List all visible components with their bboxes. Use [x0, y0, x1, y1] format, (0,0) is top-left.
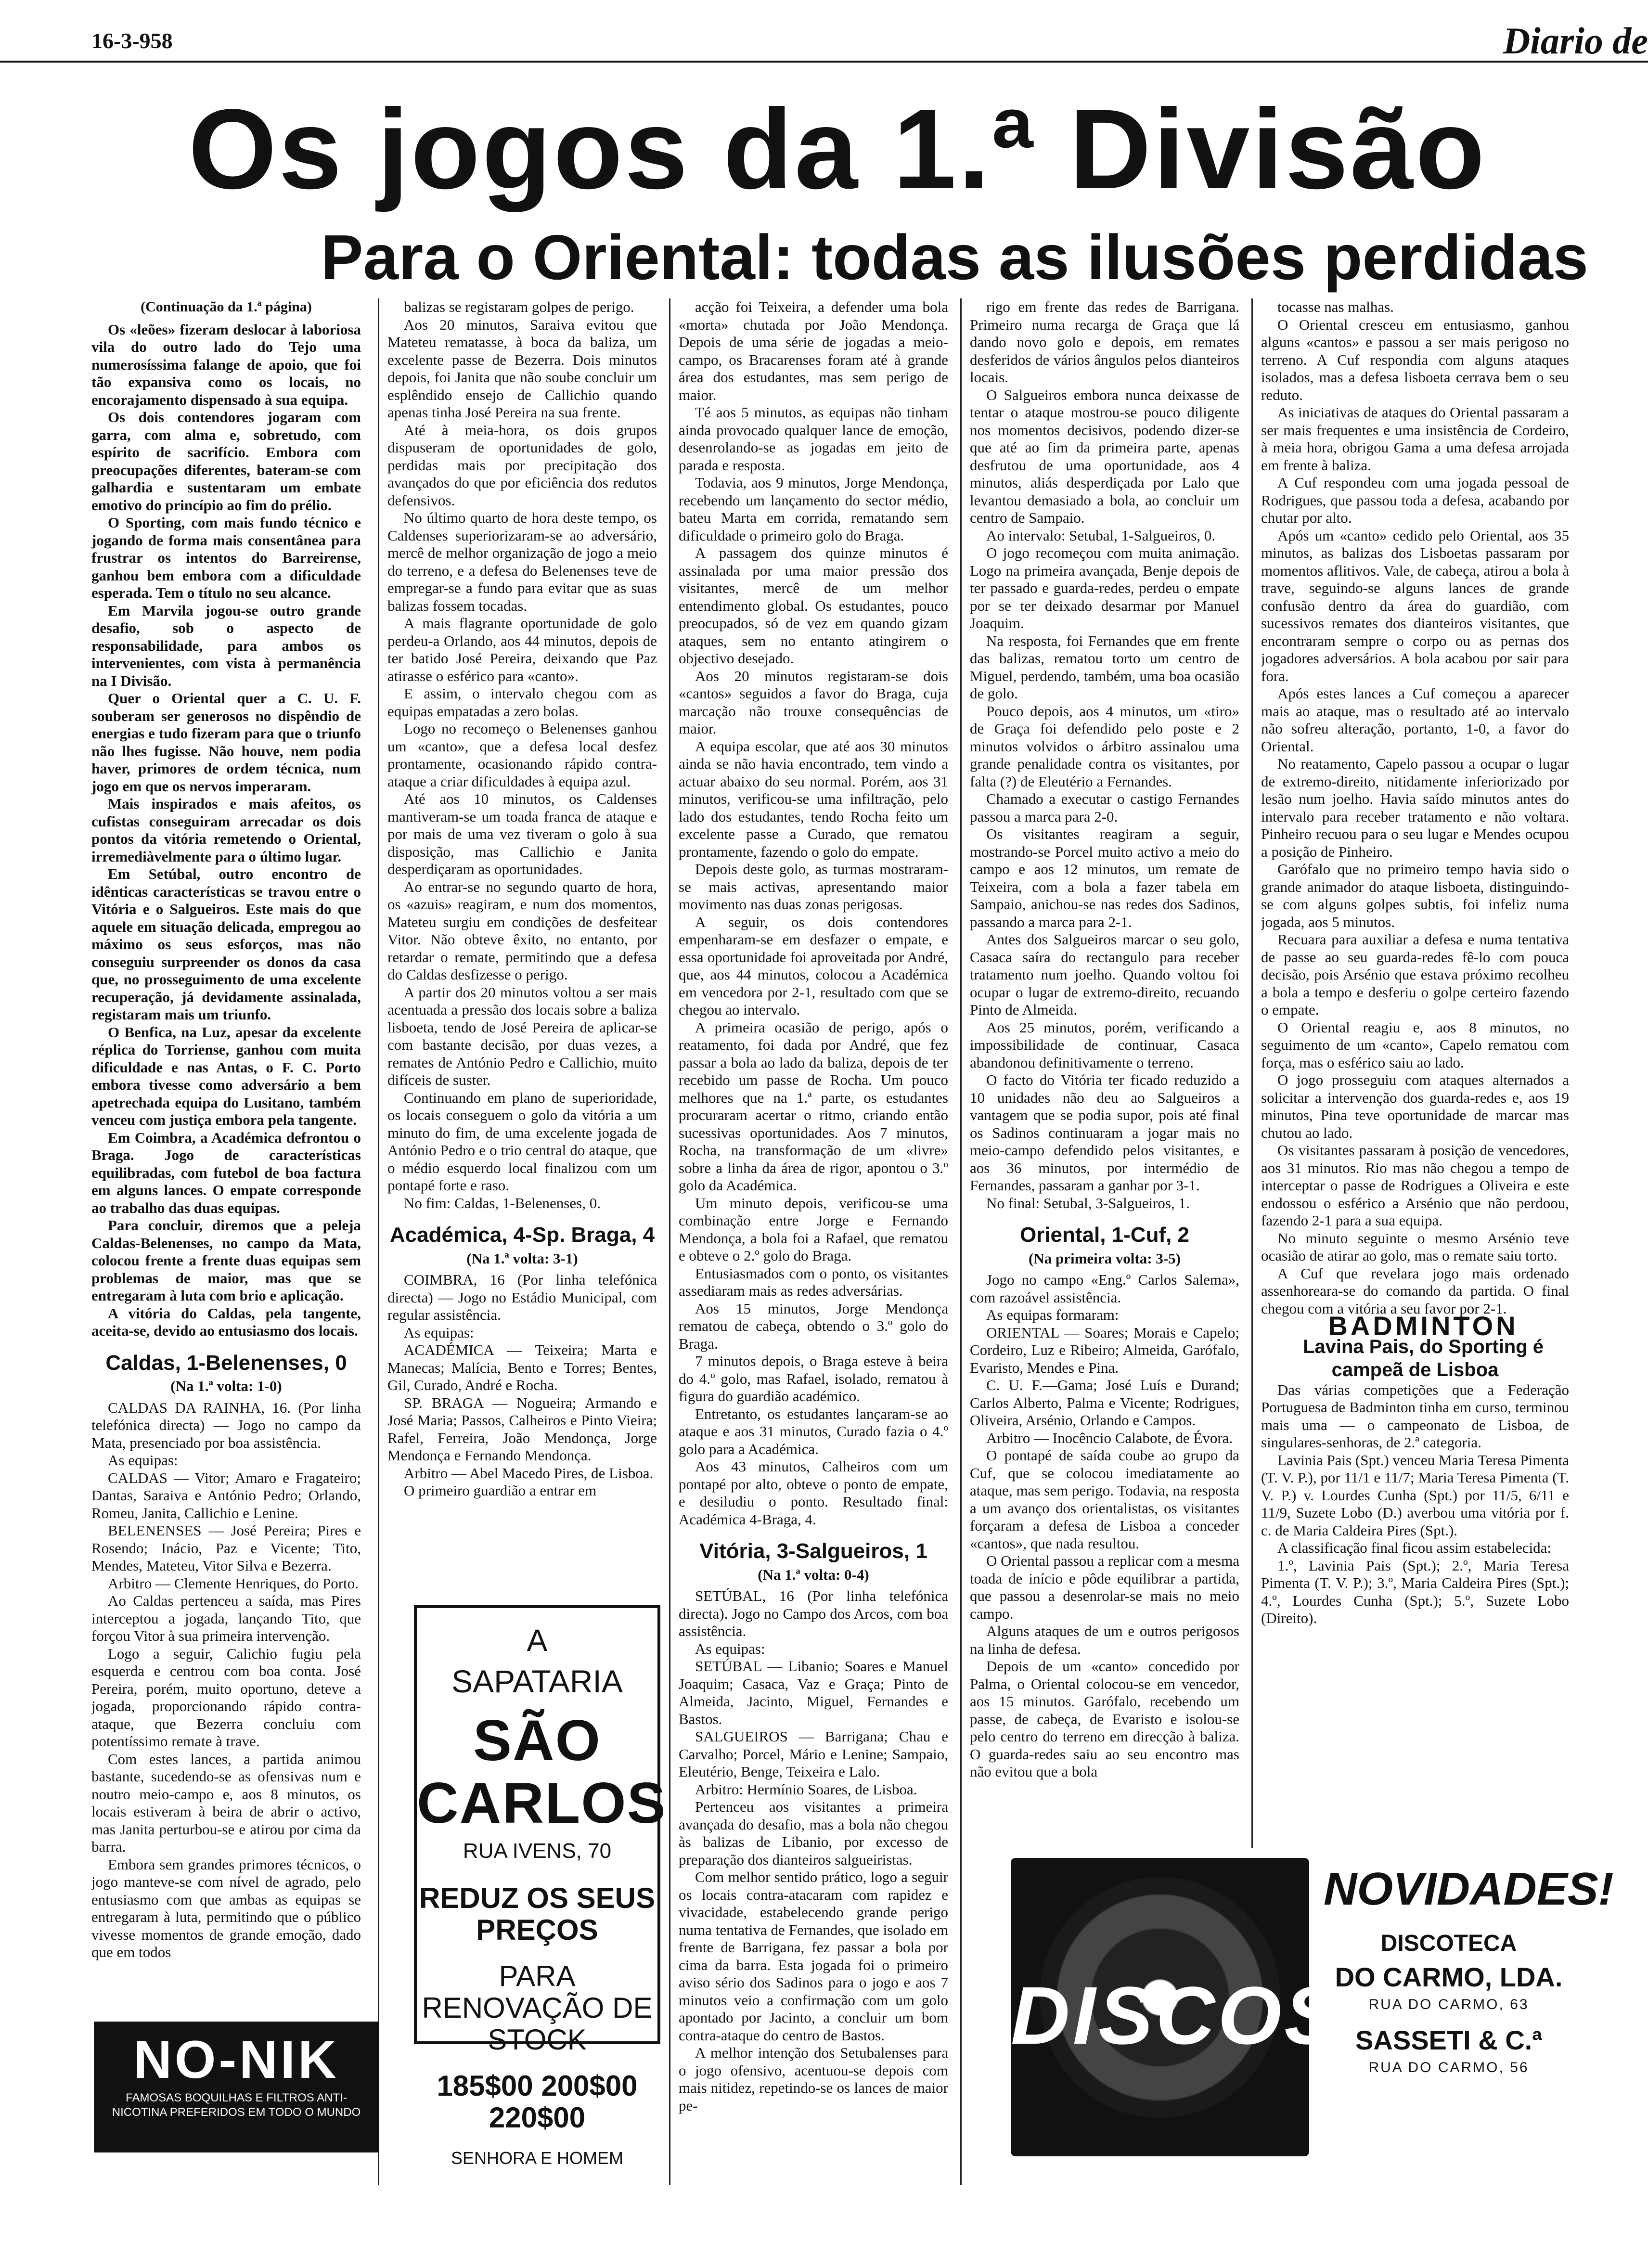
paragraph: O Benfica, na Luz, apesar da excelente réplica do Torriense, ganhou com muita dificuldade e nas Antas, o F. C. Porto embora tivesse como adversário a bem apetrechada equipa do Lusitano, também venceu com justiça embora pela tangente. — [91, 1023, 361, 1128]
paragraph: Embora sem grandes primores técnicos, o jogo manteve-se com nível de agrado, pelo entusiasmo com que ambas as equipas se entregaram à luta, permitindo que o público vivesse momentos de grande emoção, dado que em todos — [91, 1856, 361, 1960]
paragraph: Com melhor sentido prático, logo a seguir os locais contra-atacaram com rapidez e vivacidade, estabelecendo grande perigo numa tentativa de Fernandes, que isolado em frente de Barrigana, fez passar a bola por cima da barra. Esta jogada foi o primeiro aviso sério dos Sadinos para o jogo e aos 7 minutos veio a confirmação com um golo apontado por Jacinto, a concluir um bom contra-ataque do centro de Bastos. — [679, 1869, 948, 2044]
paragraph: Com estes lances, a partida animou bastante, sucedendo-se as ofensivas num e noutro meio-campo e, aos 8 minutos, os locais estiveram à beira de abrir o activo, mas Janita perturbou-se e atirou por cima da barra. — [91, 1750, 361, 1855]
page-subheadline: Para o Oriental: todas as ilusões perdidas — [321, 222, 1588, 293]
paragraph: Logo a seguir, Calichio fugiu pela esquerda e centrou com boa conta. José Pereira, porém, muito oportuno, deteve a jogada, proporcionando rápido contra-ataque, que Bezerra concluiu com potentíssimo remate à trave. — [91, 1645, 361, 1750]
badminton-title: BADMINTON — [1328, 1311, 1519, 1341]
paragraph: SALGUEIROS — Barrigana; Chau e Carvalho; Porcel, Mário e Lenine; Sampaio, Eleutério, Benge, Teixeira e Lalo. — [679, 1728, 948, 1780]
paragraph: Aos 25 minutos, porém, verificando a impossibilidade de continuar, Casaca abandonou definitivamente o terreno. — [970, 1018, 1239, 1071]
paragraph: A mais flagrante oportunidade de golo perdeu-a Orlando, aos 44 minutos, depois de ter batido José Pereira, deixando que Paz atirasse o esférico para «canto». — [387, 615, 657, 684]
ad-address: RUA DO CARMO, 63 — [1368, 1997, 1529, 2012]
paragraph: O Oriental cresceu em entusiasmo, ganhou alguns «cantos» e passou a ser mais perigoso no terreno. A Cuf respondia com alguns ataques isolados, mas a defesa lisboeta cerrava bem o seu reduto. — [1261, 316, 1569, 403]
paragraph: Antes dos Salgueiros marcar o seu golo, Casaca saíra do rectangulo para receber tratamento num joelho. Quando voltou foi ocupar o lugar de extremo-direito, recuando Pinto de Almeida. — [970, 931, 1239, 1018]
match-title: Oriental, 1-Cuf, 2 — [1019, 1223, 1190, 1247]
paragraph: No reatamento, Capelo passou a ocupar o lugar de extremo-direito, nitidamente inferiorizado por lesão num joelho. Havia saído minutos antes do intervalo para receber tratamento e não voltara. Pinheiro recuou para o seu lugar e Mendes ocupou a posição de Pinheiro. — [1261, 755, 1569, 860]
ad-shop-name: SÃO CARLOS — [417, 1708, 667, 1835]
paragraph: 1.º, Lavinia Pais (Spt.); 2.º, Maria Teresa Pimenta (T. V. P.); 3.º, Maria Caldeira Pires (Spt.); 4.º, Lourdes Cunha (Spt.); 5.º, Suzete Lobo (Direito). — [1261, 1557, 1569, 1626]
paragraph: Depois de um «canto» concedido por Palma, o Oriental colocou-se em vencedor, aos 15 minutos. Garófalo, recebendo um passe, de cabeça, de Evaristo e isolou-se pelo centro do terreno em direcção à baliza. O guarda-redes saiu ao seu encontro mas não evitou que a bola — [970, 1658, 1239, 1780]
masthead: Diario de — [1503, 20, 1648, 62]
column-divider — [378, 298, 379, 2185]
paragraph: Em Setúbal, outro encontro de idênticas características se travou entre o Vitória e o Salgueiros. Este mais do que aquele em situação delicada, empregou ao máximo os seus esforços, mas não conseguiu surpreender os donos da casa que, no prosseguimento de uma excelente recuperação, já devidamente assinalada, registaram mais um triunfo. — [91, 865, 361, 1023]
continuation-note: (Continuação da 1.ª página) — [141, 299, 312, 315]
page-headline: Os jogos da 1.ª Divisão — [188, 86, 1487, 213]
paragraph: No minuto seguinte o mesmo Arsénio teve ocasião de atirar ao golo, mas o remate saiu torto. — [1261, 1229, 1569, 1264]
issue-date: 16-3-958 — [91, 28, 173, 53]
paragraph: Até à meia-hora, os dois grupos dispuseram de oportunidades de golo, perdidas mais por precipitação dos avançados do que por eficiência dos redutos defensivos. — [387, 421, 657, 509]
paragraph: Após um «canto» cedido pelo Oriental, aos 35 minutos, as balizas dos Lisboetas passaram por momentos aflitivos. Vale, de cabeça, atirou a bola à trave, seguindo-se alguns lances de grande confusão dentro da área do guardião, com sucessivos remates dos dianteiros visitantes, que encontraram sempre o corpo ou as pernas dos jogadores adversários. A bola acabou por sair para fora. — [1261, 527, 1569, 684]
paragraph: Aos 43 minutos, Calheiros com um pontapé por alto, obteve o ponto de empate, e desiludiu o ponto. Resultado final: Académica 4-Braga, 4. — [679, 1458, 948, 1528]
paragraph: Para concluir, diremos que a peleja Caldas-Belenenses, no campo da Mata, colocou frente a frente duas equipas sem problemas de maior, mas que se entregaram à luta com brio e aplicação. — [91, 1217, 361, 1304]
paragraph: Arbitro: Hermínio Soares, de Lisboa. — [695, 1780, 917, 1798]
paragraph: Aos 20 minutos, Saraiva evitou que Mateteu rematasse, à boca da baliza, um excelente passe de Bezerra. Dois minutos depois, foi Janita que não soube concluir um esplêndido ensejo de Callichio quando apenas tinha José Pereira na sua frente. — [387, 316, 657, 421]
paragraph: Logo no recomeço o Belenenses ganhou um «canto», que a defesa local desfez prontamente, ocasionando rápido contra-ataque a criar dificuldades à equipa azul. — [387, 720, 657, 790]
column-1 — [91, 298, 361, 2012]
ad-headline: NOVIDADES! — [1324, 1863, 1614, 1915]
paragraph: COIMBRA, 16 (Por linha telefónica directa) — Jogo no Estádio Municipal, com regular assistência. — [387, 1271, 657, 1323]
paragraph: Chamado a executar o castigo Fernandes passou a marca para 2-0. — [970, 790, 1239, 825]
match-title: Vitória, 3-Salgueiros, 1 — [699, 1539, 927, 1563]
paragraph: SP. BRAGA — Nogueira; Armando e José Maria; Passos, Calheiros e Pinto Vieira; Rafel, Ferreira, João Mendonça, Jorge Mendonça e Fernando Mendonça. — [387, 1394, 657, 1464]
match-first-leg: (Na primeira volta: 3-5) — [1029, 1250, 1181, 1267]
paragraph: Os «leões» fizeram deslocar à laboriosa vila do outro lado do Tejo uma numerosíssima falange de apoio, que foi tão expansiva como os locais, no encorajamento dispensado à sua equipa. — [91, 321, 361, 408]
ad-promo: PARA RENOVAÇÃO DE STOCK — [422, 1960, 653, 2056]
paragraph: Em Marvila jogou-se outro grande desafio, sob o aspecto de responsabilidade, para ambos os intervenientes, com vista à permanência na I Divisão. — [91, 602, 361, 689]
paragraph: A passagem dos quinze minutos é assinalada por uma maior pressão dos visitantes, mercê de um melhor entendimento global. Os estudantes, pouco preocupados, só de vez em quando gizam ataques, sem no entanto atingirem o objectivo desejado. — [679, 544, 948, 667]
paragraph: acção foi Teixeira, a defender uma bola «morta» chutada por João Mendonça. Depois de uma série de jogadas a meio-campo, os Bracarenses foram até à grande área dos estudantes, mas sem perigo de maior. — [679, 298, 948, 403]
paragraph: SETÚBAL, 16 (Por linha telefónica directa). Jogo no Campo dos Arcos, com boa assistência. — [679, 1587, 948, 1639]
paragraph: Mais inspirados e mais afeitos, os cufistas conseguiram arrecadar os dois pontos da vitória remetendo o Oriental, irremediàvelmente para o último lugar. — [91, 795, 361, 865]
paragraph: Entusiasmados com o ponto, os visitantes assediaram mais as redes adversárias. — [679, 1264, 948, 1299]
column-divider — [669, 298, 670, 2185]
paragraph: C. U. F.—Gama; José Luís e Durand; Carlos Alberto, Palma e Vicente; Rodrigues, Oliveira, Arsénio, Orlando e Campos. — [970, 1377, 1239, 1429]
paragraph: Os dois contendores jogaram com garra, com alma e, sobretudo, com espírito de sacrifício. Embora com preocupações diferentes, bateram-se com galhardia e sustentaram um embate emotivo do princípio ao fim do prélio. — [91, 409, 361, 514]
paragraph: A primeira ocasião de perigo, após o reatamento, foi dada por André, que fez passar a bola ao lado da baliza, depois de ter recebido um passe de Rocha. Um pouco melhores que na 1.ª parte, os estudantes procuraram acertar o ritmo, criando então sucessivas oportunidades. Aos 7 minutos, Rocha, na transformação de um «livre» sobre a linha da área de rigor, apontou o 3.º golo da Académica. — [679, 1018, 948, 1194]
paragraph: CALDAS — Vitor; Amaro e Fragateiro; Dantas, Saraiva e António Pedro; Orlando, Romeu, Janita, Callichio e Lenine. — [91, 1469, 361, 1521]
paragraph: As equipas: — [108, 1452, 178, 1469]
paragraph: A seguir, os dois contendores empenharam-se em desfazer o empate, e essa oportunidade foi aproveitada por André, que, aos 44 minutos, colocou a Académica em vencedora por 2-1, resultado com que se chegou ao intervalo. — [679, 913, 948, 1018]
paragraph: rigo em frente das redes de Barrigana. Primeiro numa recarga de Graça que lá dando novo golo e depois, em remates desferidos de vários ângulos pelos dianteiros locais. — [970, 298, 1239, 386]
match-title: Caldas, 1-Belenenses, 0 — [105, 1351, 347, 1375]
paragraph: Arbitro — Abel Macedo Pires, de Lisboa. — [404, 1464, 654, 1482]
paragraph: ACADÉMICA — Teixeira; Marta e Manecas; Malícia, Bento e Torres; Bentes, Gil, Curado, André e Rocha. — [387, 1341, 657, 1393]
badminton-subtitle: Lavina Pais, do Sporting é campeã de Lisboa — [1302, 1336, 1544, 1380]
paragraph: A partir dos 20 minutos voltou a ser mais acentuada a pressão dos locais sobre a baliza lisboeta, tendo de José Pereira de aplicar-se com bastante decisão, por duas vezes, a remates de António Pedro e Callichio, muito difíceis de suster. — [387, 983, 657, 1088]
paragraph: E assim, o intervalo chegou com as equipas empatadas a zero bolas. — [387, 685, 657, 720]
paragraph: O jogo recomeçou com muita animação. Logo na primeira avançada, Benje depois de ter passado e guarda-redes, perdeu o empate por se ter deixado desarmar por Manuel Joaquim. — [970, 544, 1239, 631]
paragraph: Em Coimbra, a Académica defrontou o Braga. Jogo de características equilibradas, com futebol de boa factura em alguns lances. O empate corresponde ao trabalho das duas equipas. — [91, 1129, 361, 1216]
paragraph: Recuara para auxiliar a defesa e numa tentativa de passe ao seu guarda-redes fê-lo com pouca decisão, pois Arsénio que estava próximo recolheu a bola a tempo e desferiu o golpe certeiro fazendo o empate. — [1261, 931, 1569, 1018]
paragraph: Lavinia Pais (Spt.) venceu Maria Teresa Pimenta (T. V. P.), por 11/1 e 11/7; Maria Teresa Pimenta (T. V. P.) v. Lourdes Cunha (Spt.) por 11/5, 6/11 e 11/9, Suzete Lobo (D.) averbou uma vitória por f. c. de Maria Caldeira Pires (Spt.). — [1261, 1451, 1569, 1539]
ad-address: RUA IVENS, 70 — [463, 1839, 612, 1863]
paragraph: tocasse nas malhas. — [1277, 298, 1394, 315]
discos-ad — [1011, 1858, 1614, 2166]
discos-ad-text — [1324, 1863, 1614, 2076]
match-first-leg: (Na 1.ª volta: 1-0) — [170, 1378, 282, 1394]
ad-prices: 185$00 200$00 220$00 — [437, 2070, 638, 2134]
paragraph: O Salgueiros embora nunca deixasse de tentar o ataque mostrou-se pouco diligente nos momentos decisivos, podendo dizer-se que até ao fim da primeira parte, apenas desfrutou de uma oportunidade, aos 4 minutos, aliás desperdiçada por Lalo que levantou demasiado a bola, ao concluir um centro de Sampaio. — [970, 386, 1239, 526]
paragraph: Té aos 5 minutos, as equipas não tinham ainda provocado qualquer lance de emoção, desenrolando-se as jogadas em jeito de parada e resposta. — [679, 404, 948, 474]
paragraph: O primeiro guardião a entrar em — [404, 1482, 597, 1499]
ad-tagline: FAMOSAS BOQUILHAS E FILTROS ANTI-NICOTINA PREFERIDOS EM TODO O MUNDO — [112, 2091, 361, 2119]
paragraph: A melhor intenção dos Setubalenses para o jogo ofensivo, acentuou-se depois com mais nitidez, repetindo-se os lances de maior pe- — [679, 2044, 948, 2114]
paragraph: Jogo no campo «Eng.º Carlos Salema», com razoável assistência. — [970, 1271, 1239, 1306]
paragraph: Na resposta, foi Fernandes que em frente das balizas, rematou torto um centro de Miguel, perdendo, também, uma boa ocasião de golo. — [970, 632, 1239, 702]
ad-line: SAPATARIA — [451, 1663, 623, 1699]
paragraph: As equipas: — [695, 1640, 765, 1657]
paragraph: As equipas formaram: — [986, 1306, 1119, 1323]
paragraph: 7 minutos depois, o Braga esteve à beira do 4.º golo, mas Rafael, isolado, rematou à figura do guardião académico. — [679, 1353, 948, 1405]
match-title: Académica, 4-Sp. Braga, 4 — [389, 1223, 655, 1247]
paragraph: O pontapé de saída coube ao grupo da Cuf, que se colocou imediatamente ao ataque, mas sem perigo. Todavia, na resposta a um avanço dos orientalistas, os visitantes forçaram a defesa de Lisboa a conceder «cantos», que nada resultou. — [970, 1447, 1239, 1552]
match-first-leg: (Na 1.ª volta: 3-1) — [466, 1250, 578, 1267]
paragraph: Todavia, aos 9 minutos, Jorge Mendonça, recebendo um lançamento do sector médio, bateu Marta em corrida, rematando sem dificuldade o primeiro golo do Braga. — [679, 474, 948, 544]
column-2 — [387, 298, 657, 1593]
paragraph: No final: Setubal, 3-Salgueiros, 1. — [986, 1194, 1190, 1211]
record-illustration — [1011, 1858, 1342, 2156]
paragraph: A classificação final ficou assim estabelecida: — [1277, 1539, 1551, 1556]
paragraph: As iniciativas de ataques do Oriental passaram a ser mais frequentes e uma insistência de Cordeiro, à meia hora, obrigou Gama a uma defesa arrojada em frente à baliza. — [1261, 404, 1569, 474]
column-3 — [679, 298, 948, 2171]
paragraph: Das várias competições que a Federação Portuguesa de Badminton tinha em curso, terminou mais uma — o campeonato de Lisboa, de singulares-senhoras, de 2.ª categoria. — [1261, 1381, 1569, 1451]
paragraph: Aos 15 minutos, Jorge Mendonça rematou de cabeça, obtendo o 3.º golo do Braga. — [679, 1300, 948, 1352]
paragraph: Um minuto depois, verificou-se uma combinação entre Jorge e Fernando Mendonça, a bola foi a Rafael, que rematou e obteve o 2.º golo do Braga. — [679, 1194, 948, 1264]
header-rule — [0, 61, 1648, 63]
paragraph: Continuando em plano de superioridade, os locais conseguem o golo da vitória a um minuto do fim, de uma excelente jogada de António Pedro e o trio central do ataque, que o médio esquerdo local finalizou com um pontapé forte e raso. — [387, 1089, 657, 1194]
paragraph: CALDAS DA RAINHA, 16. (Por linha telefónica directa) — Jogo no campo da Mata, presenciado por boa assistência. — [91, 1399, 361, 1451]
ad-address: RUA DO CARMO, 56 — [1368, 2060, 1529, 2075]
paragraph: No último quarto de hora deste tempo, os Caldenses superiorizaram-se ao adversário, mercê de melhor organização de jogo a meio do terreno, e a defesa do Belenenses teve de empregar-se a fundo para evitar que as suas balizas fossem tocadas. — [387, 509, 657, 614]
paragraph: Pouco depois, aos 4 minutos, um «tiro» de Graça foi defendido pelo poste e 2 minutos volvidos o árbitro assinalou uma grande penalidade contra os visitantes, por falta (?) de Eleutério a Fernandes. — [970, 702, 1239, 790]
paragraph: Após estes lances a Cuf começou a aparecer mais ao ataque, mas o resultado até ao intervalo não sofreu alteração, portanto, 1-0, a favor do Oriental. — [1261, 685, 1569, 755]
ad-promo: REDUZ OS SEUS PREÇOS — [419, 1882, 656, 1946]
paragraph: A vitória do Caldas, pela tangente, aceita-se, devido ao entusiasmo dos locais. — [91, 1304, 361, 1339]
paragraph: O Oriental reagiu e, aos 8 minutos, no seguimento de um «canto», Capelo rematou com força, mas o esférico saiu ao lado. — [1261, 1018, 1569, 1071]
paragraph: Os visitantes passaram à posição de vencedores, aos 31 minutos. Rio mas não chegou a tempo de interceptar o passe de Rodrigues a Oliveira e este endossou o esférico a Arsénio que não perdoou, fazendo 2-1 para a sua equipa. — [1261, 1142, 1569, 1229]
ad-company: DO CARMO, LDA. — [1335, 1962, 1563, 1992]
paragraph: Ao intervalo: Setubal, 1-Salgueiros, 0. — [986, 527, 1216, 544]
ad-brand: NO-NIK — [133, 2030, 339, 2089]
sapataria-sao-carlos-ad — [414, 1605, 667, 2168]
paragraph: O Oriental passou a replicar com a mesma toada de início e pôde equilibrar a partida, que passou a desenrolar-se mais no meio campo. — [970, 1552, 1239, 1622]
column-divider — [1251, 298, 1253, 1848]
ad-line: A — [527, 1623, 548, 1658]
paragraph: Depois deste golo, as turmas mostraram-se mais activas, apresentando maior movimento nas duas zonas perigosas. — [679, 861, 948, 913]
column-4 — [970, 298, 1239, 1839]
paragraph: Arbitro — Inocêncio Calabote, de Évora. — [986, 1429, 1233, 1446]
column-5 — [1261, 298, 1569, 1839]
paragraph: ORIENTAL — Soares; Morais e Capelo; Cordeiro, Luz e Ribeiro; Almeida, Garófalo, Evaristo, Mendes e Pina. — [970, 1324, 1239, 1376]
paragraph: Entretanto, os estudantes lançaram-se ao ataque e aos 31 minutos, Curado fazia o 4.º golo para a Académica. — [679, 1405, 948, 1457]
paragraph: Os visitantes reagiram a seguir, mostrando-se Porcel muito activo a meio do campo e aos 12 minutos, um remate de Teixeira, com a bola a fazer tabela em Sampaio, anichou-se nas redes dos Sadinos, passando a marca para 2-1. — [970, 825, 1239, 930]
ad-image-word: DISCOS — [1011, 1970, 1342, 2062]
paragraph: No fim: Caldas, 1-Belenenses, 0. — [404, 1194, 601, 1211]
paragraph: Quer o Oriental quer a C. U. F. souberam ser generosos no dispêndio de energias e tudo fizeram para que o triunfo não lhes fugisse. Não houve, nem podia haver, primores de ordem técnica, num jogo em que os nervos imperaram. — [91, 690, 361, 795]
nonik-ad — [94, 2022, 379, 2152]
paragraph: BELENENSES — José Pereira; Pires e Rosendo; Inácio, Paz e Vicente; Tito, Mendes, Mateteu, Vitor Silva e Bezerra. — [91, 1522, 361, 1574]
paragraph: Ao entrar-se no segundo quarto de hora, os «azuis» reagiram, e num dos momentos, Mateteu surgiu em condições de desfeitear Vitor. Não obteve êxito, no entanto, por retardar o remate, permitindo que a defesa do Caldas desfizesse o perigo. — [387, 878, 657, 983]
paragraph: balizas se registaram golpes de perigo. — [404, 298, 634, 315]
match-first-leg: (Na 1.ª volta: 0-4) — [758, 1566, 869, 1583]
paragraph: Alguns ataques de um e outros perigosos na linha de defesa. — [970, 1623, 1239, 1657]
paragraph: SETÚBAL — Libanio; Soares e Manuel Joaquim; Casaca, Vaz e Graça; Pinto de Almeida, Jacinto, Miguel, Fernandes e Bastos. — [679, 1658, 948, 1727]
paragraph: As equipas: — [404, 1324, 474, 1341]
paragraph: Arbitro — Clemente Henriques, do Porto. — [108, 1574, 359, 1592]
paragraph: O jogo prosseguiu com ataques alternados a solicitar a intervenção dos guarda-redes e, aos 19 minutos, Pina teve oportunidade de marcar mas chutou ao lado. — [1261, 1071, 1569, 1141]
paragraph: Ao Caldas pertenceu a saída, mas Pires interceptou a jogada, lançando Tito, que forçou Vitor à sua primeira intervenção. — [91, 1592, 361, 1644]
ad-company: SASSETI & C.ª — [1355, 2025, 1542, 2055]
paragraph: O facto do Vitória ter ficado reduzido a 10 unidades não deu ao Salgueiros a vantagem que se podia supor, pois até final os Sadinos continuaram a jogar mais no meio-campo defendido pelos visitantes, e aos 36 minutos, por intermédio de Fernandes, passaram a ganhar por 3-1. — [970, 1071, 1239, 1194]
paragraph: Pertenceu aos visitantes a primeira avançada do desafio, mas a bola não chegou às balizas de Libanio, por excesso de preparação dos dianteiros salgueiristas. — [679, 1798, 948, 1868]
ad-footer: SENHORA E HOMEM — [451, 2148, 624, 2168]
paragraph: A Cuf que revelara jogo mais ordenado assenhoreara-se do comando da partida. O final chegou com a vitória a seu favor por 2-1. — [1261, 1264, 1569, 1317]
paragraph: Aos 20 minutos registaram-se dois «cantos» seguidos a favor do Braga, cuja marcação não trouxe consequências de maior. — [679, 667, 948, 737]
paragraph: A equipa escolar, que até aos 30 minutos ainda se não havia encontrado, tem vindo a actuar abaixo do seu normal. Porém, aos 31 minutos, verificou-se uma infiltração, pelo lado dos estudantes, tendo Rocha feito um excelente passe a Curado, que rematou prontamente, fazendo o golo do empate. — [679, 737, 948, 860]
paragraph: A Cuf respondeu com uma jogada pessoal de Rodrigues, que passou toda a defesa, acabando por chutar por alto. — [1261, 474, 1569, 526]
paragraph: Até aos 10 minutos, os Caldenses mantiveram-se um toada franca de ataque e por mais de uma vez tiveram o golo à sua disposição, mas Callichio e Janita desperdiçaram as oportunidades. — [387, 790, 657, 877]
ad-shop: DISCOTECA — [1380, 1931, 1517, 1956]
column-divider — [960, 298, 962, 2185]
paragraph: Garófalo que no primeiro tempo havia sido o grande animador do ataque lisboeta, distinguindo-se com alguns golpes subtis, foi infeliz numa jogada, aos 5 minutos. — [1261, 861, 1569, 930]
paragraph: O Sporting, com mais fundo técnico e jogando de forma mais consentânea para frustrar os intentos do Barreirense, ganhou bem embora com a dificuldade esperada. Tem o título no seu alcance. — [91, 514, 361, 601]
